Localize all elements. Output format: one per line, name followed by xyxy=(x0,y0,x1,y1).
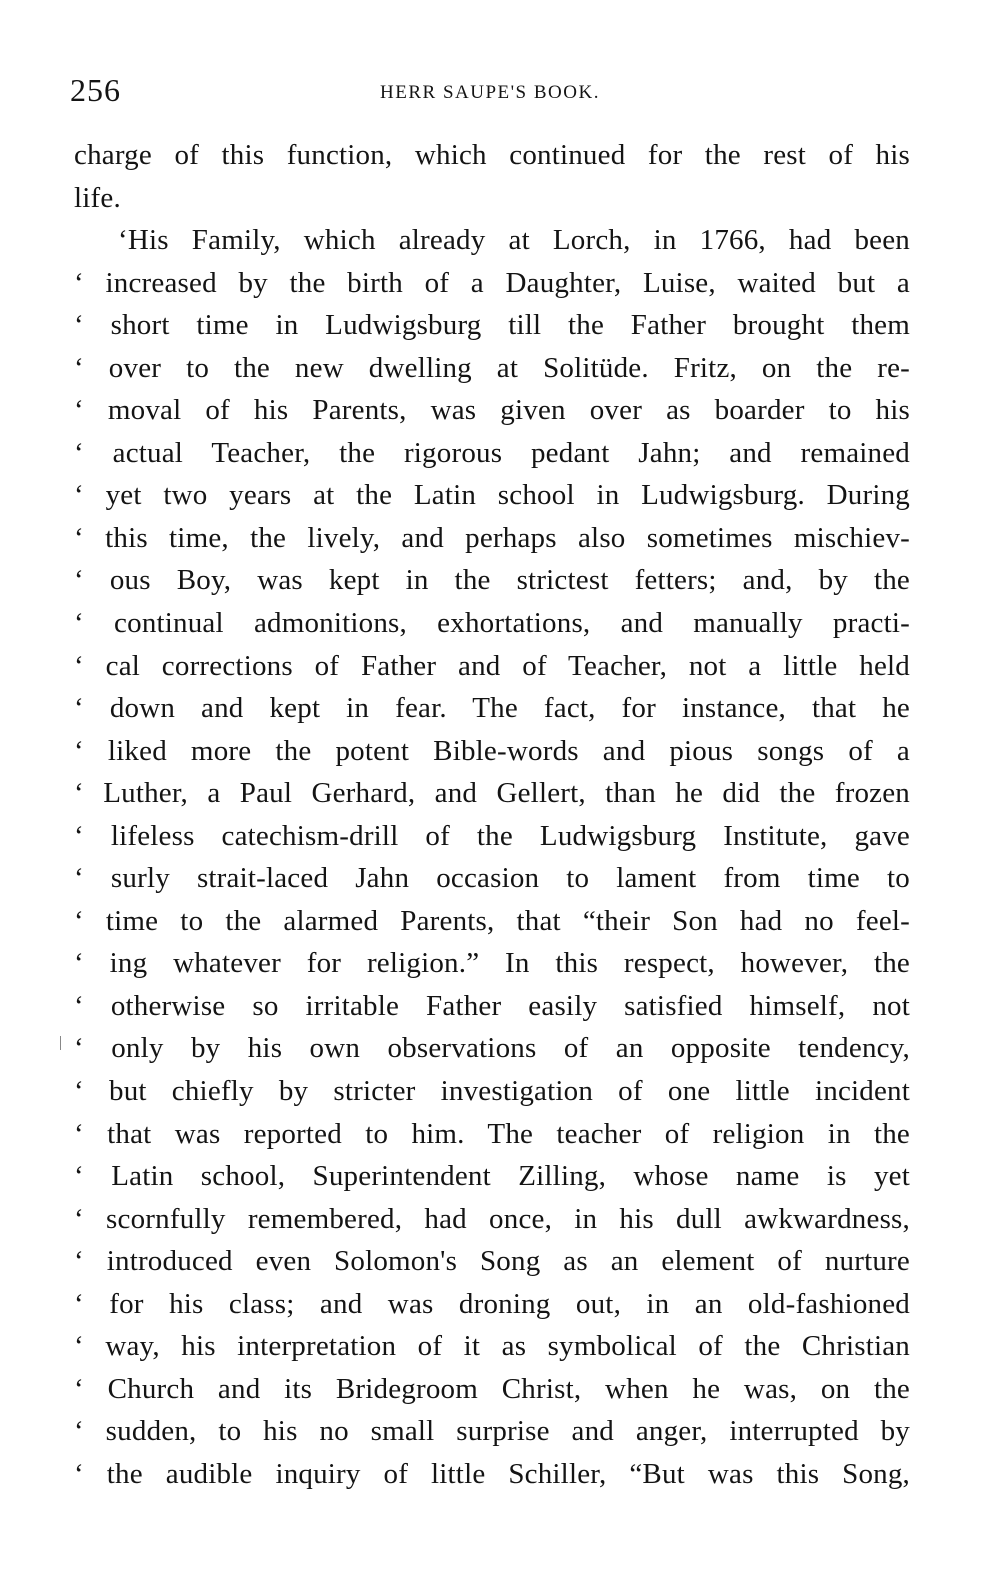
text-line: ‘ continual admonitions, exhortations, and manually practi- xyxy=(74,607,910,640)
text-line: ‘ short time in Ludwigsburg till the Father brought them xyxy=(74,309,910,342)
page-header xyxy=(70,72,910,116)
text-line: ‘ lifeless catechism-drill of the Ludwigsburg Institute, gave xyxy=(74,819,910,852)
text-line: ‘ down and kept in fear. The fact, for instance, that he xyxy=(74,692,910,725)
text-line: ‘ for his class; and was droning out, in an old-fashioned xyxy=(74,1287,910,1320)
text-line: ‘ actual Teacher, the rigorous pedant Jahn; and remained xyxy=(74,436,910,469)
text-line: ‘ Luther, a Paul Gerhard, and Gellert, than he did the frozen xyxy=(74,777,910,810)
text-line: ‘His Family, which already at Lorch, in 1766, had been xyxy=(118,224,910,257)
text-line: ‘ ous Boy, was kept in the strictest fetters; and, by the xyxy=(74,564,910,597)
text-line: ‘ moval of his Parents, was given over as boarder to his xyxy=(74,394,910,427)
page-number: 256 xyxy=(70,72,121,108)
text-line: ‘ over to the new dwelling at Solitüde. Fritz, on the re- xyxy=(74,351,910,384)
text-line: charge of this function, which continued for the rest of his xyxy=(74,139,910,171)
text-line: ‘ way, his interpretation of it as symbolical of the Christian xyxy=(74,1330,910,1363)
text-line: ‘ that was reported to him. The teacher of religion in the xyxy=(74,1117,910,1150)
text-line: ‘ cal corrections of Father and of Teacher, not a little held xyxy=(74,649,910,682)
text-line: ‘ this time, the lively, and perhaps also sometimes mischiev- xyxy=(74,521,910,554)
text-line: ‘ introduced even Solomon's Song as an element of nurture xyxy=(74,1245,910,1278)
body-text xyxy=(74,134,910,1496)
text-line: ‘ Church and its Bridegroom Christ, when he was, on the xyxy=(74,1372,910,1405)
text-line: ‘ but chiefly by stricter investigation of one little incident xyxy=(74,1075,910,1108)
margin-mark xyxy=(60,1036,65,1050)
text-line: ‘ only by his own observations of an opposite tendency, xyxy=(74,1032,910,1065)
text-line: ‘ otherwise so irritable Father easily satisfied himself, not xyxy=(74,989,910,1022)
text-line: ‘ time to the alarmed Parents, that “their Son had no feel- xyxy=(74,904,910,937)
text-line: ‘ sudden, to his no small surprise and anger, interrupted by xyxy=(74,1415,910,1448)
running-title: HERR SAUPE'S BOOK. xyxy=(380,82,600,103)
text-line: ‘ surly strait-laced Jahn occasion to lament from time to xyxy=(74,862,910,895)
text-line: ‘ yet two years at the Latin school in Ludwigsburg. During xyxy=(74,479,910,512)
text-line: ‘ the audible inquiry of little Schiller, “But was this Song, xyxy=(74,1457,910,1490)
text-line: ‘ Latin school, Superintendent Zilling, whose name is yet xyxy=(74,1160,910,1193)
text-line: ‘ scornfully remembered, had once, in his dull awkwardness, xyxy=(74,1202,910,1235)
text-line: ‘ liked more the potent Bible-words and pious songs of a xyxy=(74,734,910,767)
text-line: ‘ increased by the birth of a Daughter, Luise, waited but a xyxy=(74,266,910,299)
text-line: ‘ ing whatever for religion.” In this respect, however, the xyxy=(74,947,910,980)
text-line: life. xyxy=(74,181,121,214)
